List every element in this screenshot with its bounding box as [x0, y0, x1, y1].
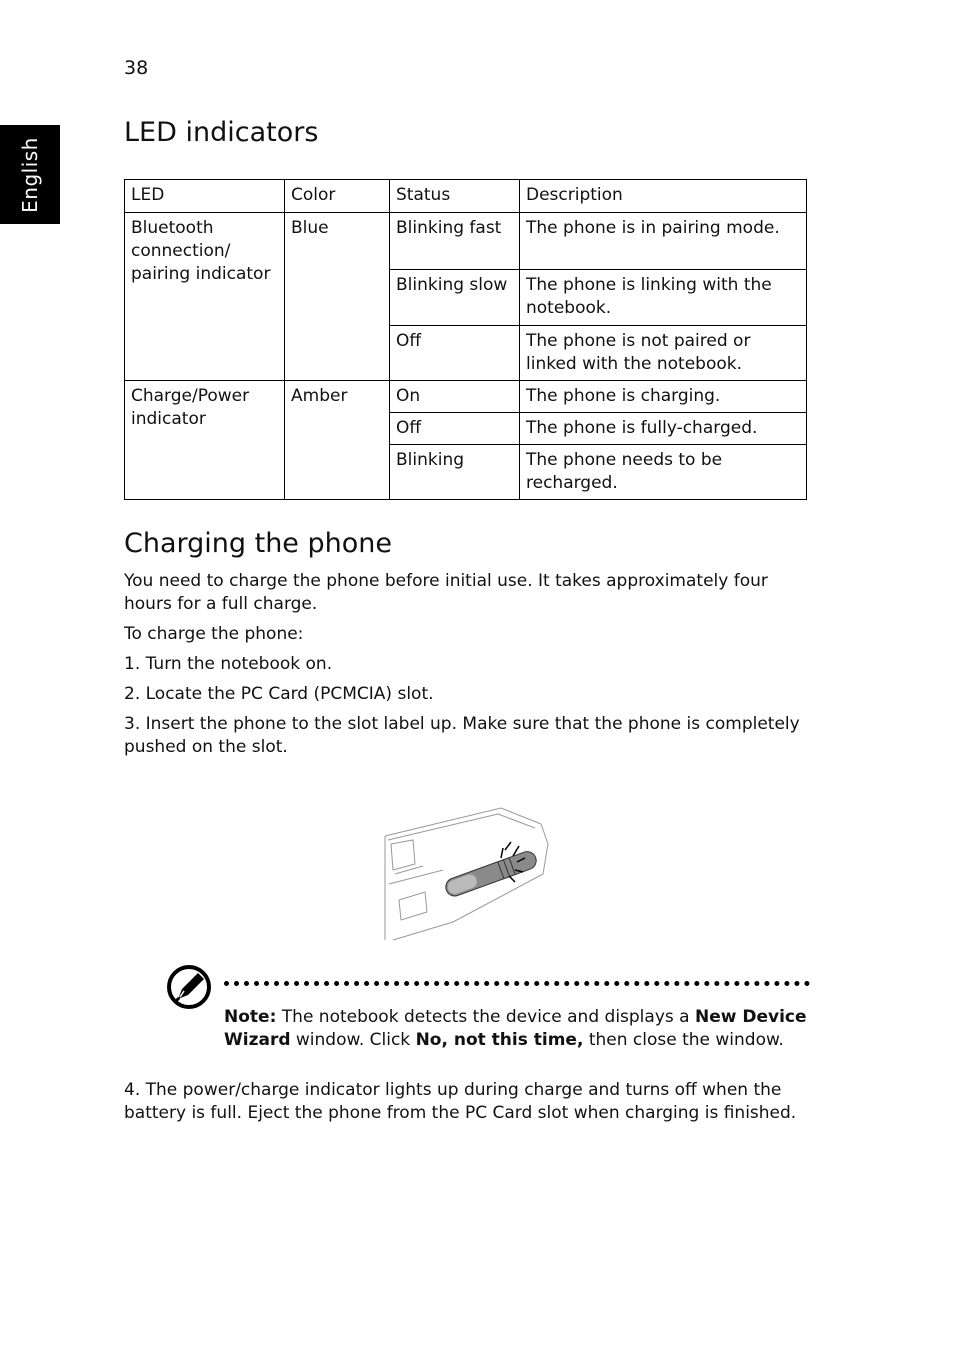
description-cell: The phone is not paired or linked with the notebook. [520, 326, 807, 381]
note-label: Note: [224, 1007, 277, 1027]
header-color: Color [285, 180, 390, 213]
note-pen-icon [166, 964, 212, 1010]
note-option: No, not this time, [415, 1030, 584, 1050]
led-name-cell: Charge/Power indicator [125, 381, 285, 500]
table-header-row [125, 180, 807, 213]
note-text [224, 1006, 814, 1052]
status-cell: Blinking fast [390, 213, 520, 270]
status-cell: Blinking [390, 445, 520, 500]
step-2: 2. Locate the PC Card (PCMCIA) slot. [124, 684, 434, 704]
status-cell: On [390, 381, 520, 413]
note-text-part: window. Click [290, 1030, 416, 1050]
led-table [124, 179, 807, 500]
section-title-led-indicators: LED indicators [124, 117, 319, 148]
note-text-part: The notebook detects the device and displays a [276, 1007, 695, 1027]
led-color-cell: Amber [285, 381, 390, 500]
description-cell: The phone is in pairing mode. [520, 213, 807, 270]
step-1: 1. Turn the notebook on. [124, 654, 333, 674]
intro-paragraph: You need to charge the phone before initial use. It takes approximately four hours for a full charge. [124, 571, 768, 614]
note-text-part: then close the window. [583, 1030, 784, 1050]
status-cell: Blinking slow [390, 270, 520, 326]
led-name-cell: Bluetooth connection/ pairing indicator [125, 213, 285, 381]
header-description: Description [520, 180, 807, 213]
description-cell: The phone is charging. [520, 381, 807, 413]
note-divider [224, 981, 810, 986]
header-led: LED [125, 180, 285, 213]
table-row [125, 381, 807, 413]
status-cell: Off [390, 326, 520, 381]
status-cell: Off [390, 413, 520, 445]
step-4: 4. The power/charge indicator lights up during charge and turns off when the battery is full. Eject the phone from the PC Card slot when charging is finished. [124, 1080, 797, 1123]
language-tab-label: English [18, 136, 42, 213]
description-cell: The phone is fully-charged. [520, 413, 807, 445]
table-row [125, 213, 807, 270]
phone-insertion-illustration [383, 804, 553, 944]
description-cell: The phone is linking with the notebook. [520, 270, 807, 326]
section-title-charging: Charging the phone [124, 528, 392, 559]
note-wizard-name: New Device Wizard [224, 1007, 807, 1050]
description-cell: The phone needs to be recharged. [520, 445, 807, 500]
led-color-cell: Blue [285, 213, 390, 381]
header-status: Status [390, 180, 520, 213]
lead-paragraph: To charge the phone: [124, 624, 304, 644]
page-number: 38 [124, 57, 149, 79]
step-3: 3. Insert the phone to the slot label up. Make sure that the phone is completely pushed on the slot. [124, 714, 800, 757]
language-tab [0, 125, 60, 224]
